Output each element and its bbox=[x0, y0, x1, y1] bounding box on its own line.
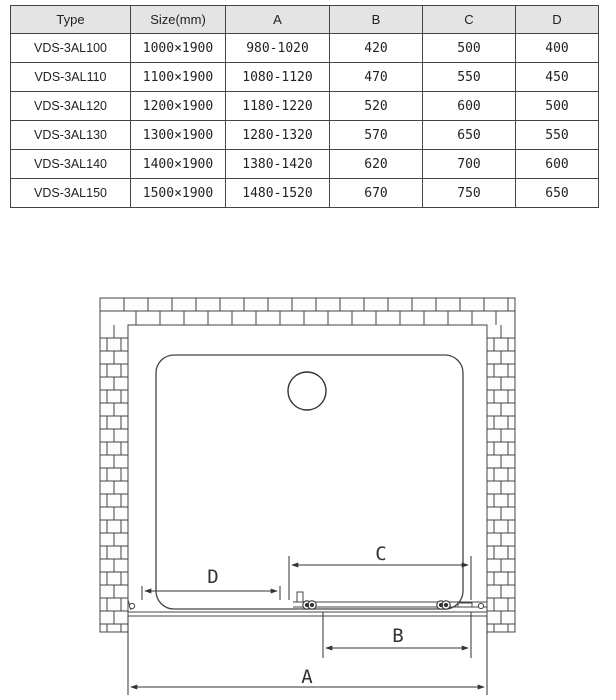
cell-b: 520 bbox=[330, 92, 423, 121]
dimension-d bbox=[142, 586, 280, 600]
cell-size: 1100×1900 bbox=[131, 63, 226, 92]
cell-size: 1300×1900 bbox=[131, 121, 226, 150]
column-header-size: Size(mm) bbox=[131, 6, 226, 34]
door-roller bbox=[303, 601, 316, 609]
cell-type: VDS-3AL100 bbox=[11, 34, 131, 63]
cell-a: 1080-1120 bbox=[226, 63, 330, 92]
column-header-d: D bbox=[516, 6, 599, 34]
cell-d: 600 bbox=[516, 150, 599, 179]
cell-c: 750 bbox=[423, 179, 516, 208]
cell-b: 620 bbox=[330, 150, 423, 179]
cell-type: VDS-3AL110 bbox=[11, 63, 131, 92]
cell-size: 1400×1900 bbox=[131, 150, 226, 179]
drain-icon bbox=[288, 372, 326, 410]
cell-c: 600 bbox=[423, 92, 516, 121]
cell-a: 1180-1220 bbox=[226, 92, 330, 121]
column-header-type: Type bbox=[11, 6, 131, 34]
cell-a: 980-1020 bbox=[226, 34, 330, 63]
cell-type: VDS-3AL150 bbox=[11, 179, 131, 208]
cell-c: 650 bbox=[423, 121, 516, 150]
dimension-label-d: D bbox=[207, 566, 219, 588]
cell-b: 670 bbox=[330, 179, 423, 208]
door-roller bbox=[437, 601, 450, 609]
cell-type: VDS-3AL120 bbox=[11, 92, 131, 121]
cell-c: 700 bbox=[423, 150, 516, 179]
cell-b: 570 bbox=[330, 121, 423, 150]
cell-size: 1000×1900 bbox=[131, 34, 226, 63]
column-header-c: C bbox=[423, 6, 516, 34]
dimension-label-b: B bbox=[392, 625, 404, 647]
column-header-a: A bbox=[226, 6, 330, 34]
cell-c: 500 bbox=[423, 34, 516, 63]
cell-a: 1380-1420 bbox=[226, 150, 330, 179]
brick-wall bbox=[100, 298, 515, 632]
cell-d: 650 bbox=[516, 179, 599, 208]
cell-d: 400 bbox=[516, 34, 599, 63]
dimension-label-a: A bbox=[301, 666, 313, 688]
dimension-label-c: C bbox=[375, 543, 387, 565]
cell-d: 550 bbox=[516, 121, 599, 150]
cell-type: VDS-3AL140 bbox=[11, 150, 131, 179]
cell-d: 450 bbox=[516, 63, 599, 92]
cell-type: VDS-3AL130 bbox=[11, 121, 131, 150]
cell-c: 550 bbox=[423, 63, 516, 92]
column-header-b: B bbox=[330, 6, 423, 34]
cell-size: 1200×1900 bbox=[131, 92, 226, 121]
cell-b: 420 bbox=[330, 34, 423, 63]
cell-a: 1480-1520 bbox=[226, 179, 330, 208]
cell-d: 500 bbox=[516, 92, 599, 121]
cell-a: 1280-1320 bbox=[226, 121, 330, 150]
cell-b: 470 bbox=[330, 63, 423, 92]
cell-size: 1500×1900 bbox=[131, 179, 226, 208]
